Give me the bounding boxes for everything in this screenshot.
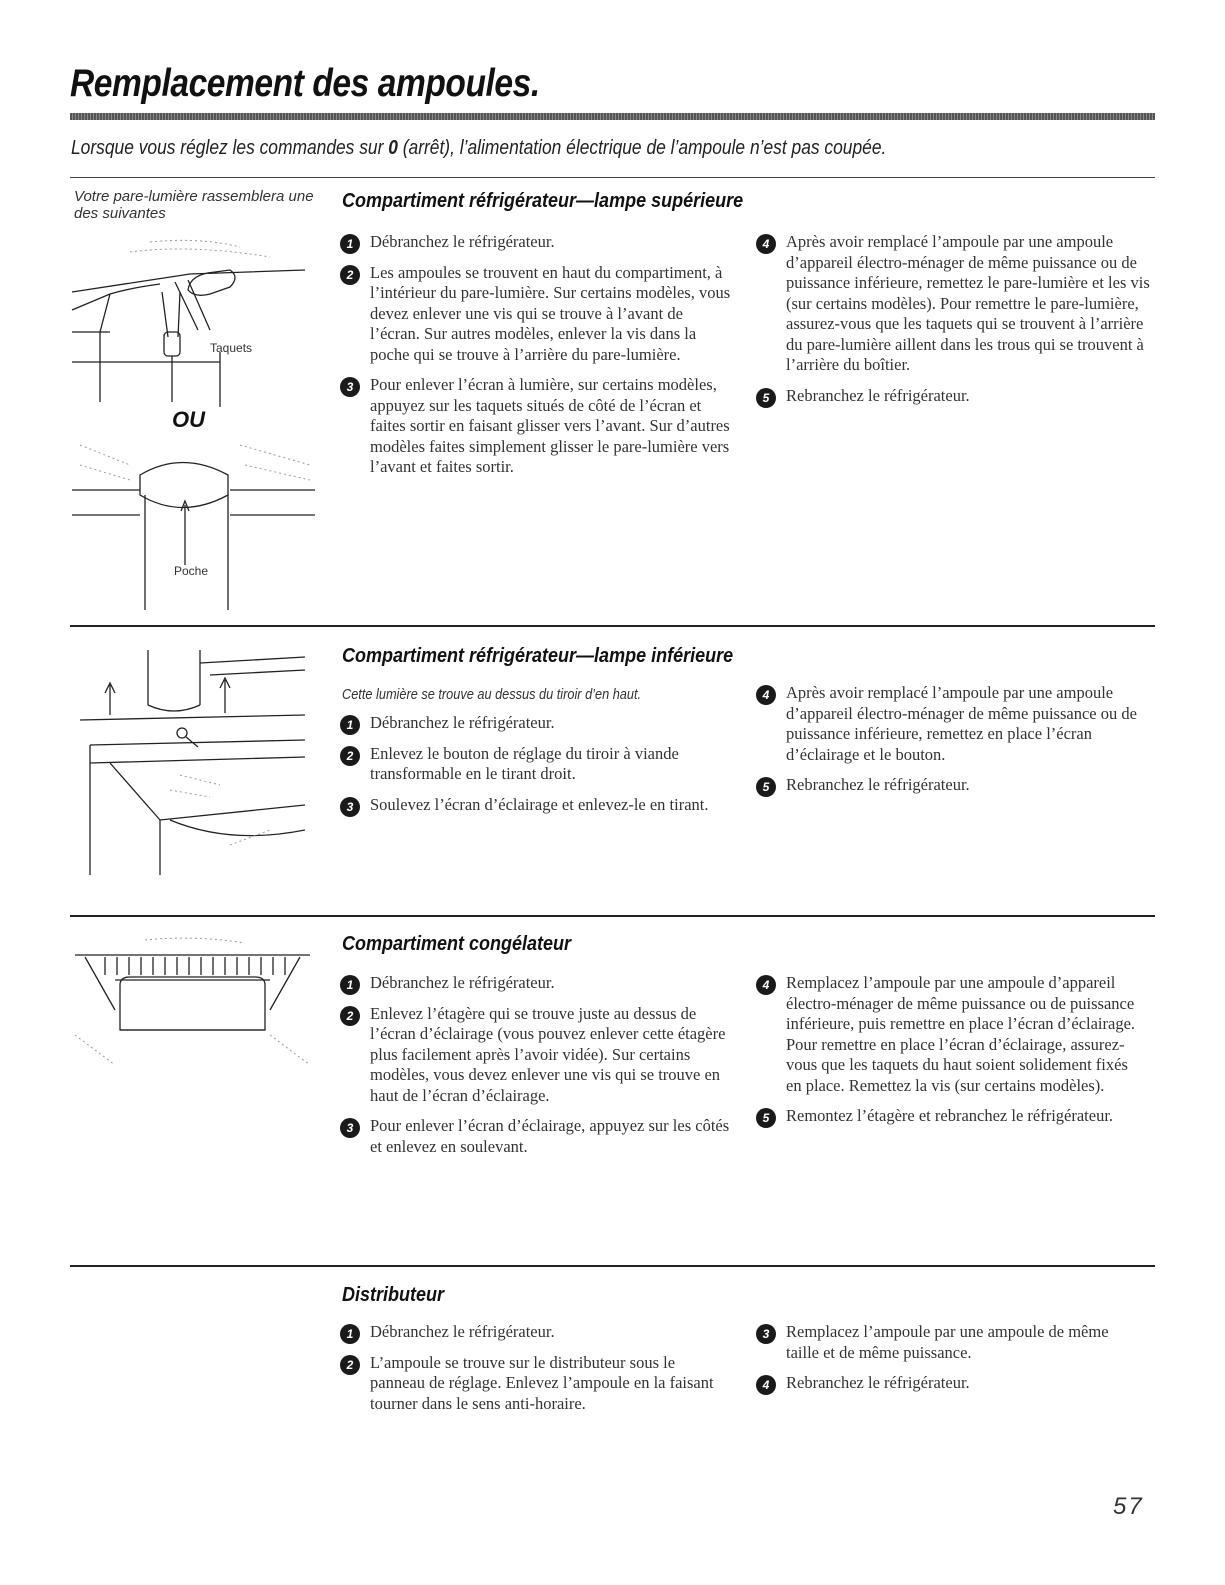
section-title-dispenser: Distributeur: [342, 1284, 445, 1306]
step-text: Enlevez le bouton de réglage du tiroir à viande transformable en le tirant droit.: [370, 743, 679, 783]
step-item: [340, 795, 720, 816]
step-item: [340, 1322, 730, 1343]
step-number: 2: [340, 1006, 360, 1026]
step-number: 1: [340, 234, 360, 254]
section-freezer-right-column: [756, 973, 1136, 1137]
step-item: [340, 375, 735, 478]
step-number: 4: [756, 234, 776, 254]
page-number: 57: [1113, 1493, 1144, 1520]
subtitle-before: Lorsque vous réglez les commandes sur: [71, 137, 389, 159]
step-text: Débranchez le réfrigérateur.: [370, 1322, 555, 1341]
step-number: 1: [340, 1324, 360, 1344]
step-item: [756, 1322, 1136, 1363]
step-number: 5: [756, 388, 776, 408]
step-number: 4: [756, 1375, 776, 1395]
section-dispenser-right-column: [756, 1322, 1136, 1404]
section-top-lamp-left-column: [340, 232, 735, 488]
step-item: [340, 1116, 730, 1157]
step-number: 4: [756, 975, 776, 995]
step-item: [756, 1373, 1136, 1394]
step-number: 3: [756, 1324, 776, 1344]
section-divider: [70, 1265, 1155, 1267]
step-text: Les ampoules se trouvent en haut du compartiment, à l’intérieur du pare-lumière. Sur certains modèles, vous devez enlever une vis qui se trouve à l’avant de l’écran. Sur autres modèles, enlever la vis dans la poche qui se trouve à l’arrière du pare-lumière.: [370, 262, 731, 364]
section-divider: [70, 177, 1155, 178]
step-number: 3: [340, 1118, 360, 1138]
step-number: 1: [340, 975, 360, 995]
step-number: 5: [756, 777, 776, 797]
step-number: 5: [756, 1108, 776, 1128]
light-shield-illustration-top: [70, 232, 320, 407]
section-top-lamp-right-column: [756, 232, 1151, 416]
step-item: [756, 775, 1151, 796]
subtitle-after: (arrêt), l’alimentation électrique de l’ampoule n’est pas coupée.: [397, 137, 887, 159]
step-text: Soulevez l’écran d’éclairage et enlevez-le en tirant.: [370, 794, 709, 814]
step-item: [340, 263, 735, 366]
step-item: [756, 386, 1151, 407]
step-text: Pour enlever l’écran d’éclairage, appuyez sur les côtés et enlevez en soulevant.: [370, 1116, 730, 1156]
page-title: Remplacement des ampoules.: [70, 62, 540, 105]
section-freezer-left-column: [340, 973, 730, 1167]
light-shield-illustration-pocket: [70, 435, 320, 610]
step-number: 2: [340, 265, 360, 285]
section-divider: [70, 915, 1155, 917]
step-item: [756, 232, 1151, 376]
step-text: Remontez l’étagère et rebranchez le réfrigérateur.: [786, 1106, 1114, 1125]
step-text: Débranchez le réfrigérateur.: [370, 713, 555, 732]
step-text: Débranchez le réfrigérateur.: [370, 973, 555, 992]
section-bottom-lamp-left-column: [340, 713, 720, 825]
step-item: [340, 1353, 730, 1415]
subtitle: [71, 137, 886, 160]
section-bottom-lamp-right-column: [756, 683, 1151, 806]
step-text: Après avoir remplacé l’ampoule par une ampoule d’appareil électro-ménager de même puissance ou de puissance inférieure, remettez en place l’écran d’éclairage et le bouton.: [786, 683, 1137, 764]
title-rule: [70, 113, 1155, 120]
step-text: Débranchez le réfrigérateur.: [370, 232, 555, 251]
step-number: 2: [340, 746, 360, 766]
step-text: Enlevez l’étagère qui se trouve juste au dessus de l’écran d’éclairage (vous pouvez enlever cette étagère plus facilement après l’avoir vidée). Sur certains modèles, vous devez enlever une vis qui se trouve en haut de l’écran d’éclairage.: [370, 1003, 726, 1105]
section-title-freezer: Compartiment congélateur: [342, 933, 572, 955]
section-divider: [70, 625, 1155, 627]
freezer-light-illustration: [75, 935, 310, 1085]
section-dispenser-left-column: [340, 1322, 730, 1424]
step-item: [340, 744, 720, 785]
step-text: Rebranchez le réfrigérateur.: [786, 1373, 970, 1392]
section-title-top-lamp: Compartiment réfrigérateur—lampe supérieure: [342, 190, 744, 212]
step-text: Après avoir remplacé l’ampoule par une ampoule d’appareil électro-ménager de même puissance ou de puissance inférieure, remettez le pare-lumière et les vis (sur certains modèles). Pour remettre le pare-lumière, assurez-vous que les taquets qui se trouvent à l’arrière du pare-lumière aillent dans les trous qui se trouvent à l’arrière du boîtier.: [786, 232, 1150, 374]
step-item: [756, 973, 1136, 1096]
step-item: [756, 683, 1151, 765]
step-item: [340, 1004, 730, 1107]
section-note: Cette lumière se trouve au dessus du tiroir d’en haut.: [342, 686, 642, 703]
step-number: 4: [756, 685, 776, 705]
subtitle-bold: 0: [388, 137, 398, 159]
label-taquets: Taquets: [210, 341, 253, 355]
step-text: L’ampoule se trouve sur le distributeur sous le panneau de réglage. Enlevez l’ampoule en la faisant tourner dans le sens anti-horaire.: [370, 1352, 714, 1413]
step-number: 3: [340, 797, 360, 817]
figure-caption: Votre pare-lumière rassemblera une des suivantes: [74, 188, 314, 222]
step-text: Rebranchez le réfrigérateur.: [786, 775, 970, 794]
section-title-bottom-lamp: Compartiment réfrigérateur—lampe inférieure: [342, 645, 734, 667]
step-item: [340, 973, 730, 994]
step-text: Remplacez l’ampoule par une ampoule de même taille et de même puissance.: [786, 1322, 1109, 1362]
step-text: Pour enlever l’écran à lumière, sur certains modèles, appuyez sur les taquets situés de côté de l’écran et faites sortir en faisant glisser vers l’avant. Sur d’autres modèles faites simplement glisser le pare-lumière vers l’avant et faites sortir.: [370, 375, 730, 476]
label-poche: Poche: [174, 564, 209, 578]
label-ou: OU: [172, 407, 205, 432]
step-item: [756, 1106, 1136, 1127]
step-item: [340, 713, 720, 734]
step-text: Remplacez l’ampoule par une ampoule d’appareil électro-ménager de même puissance ou de puissance inférieure, puis remettre en place l’écran d’éclairage. Pour remettre en place l’écran d’éclairage, assurez-vous que les taquets du haut soient solidement fixés en place. Remettez la vis (sur certains modèles).: [786, 973, 1136, 1095]
step-number: 1: [340, 715, 360, 735]
step-number: 2: [340, 1355, 360, 1375]
step-number: 3: [340, 377, 360, 397]
drawer-light-illustration: [80, 645, 305, 875]
step-text: Rebranchez le réfrigérateur.: [786, 385, 970, 405]
step-item: [340, 232, 735, 253]
